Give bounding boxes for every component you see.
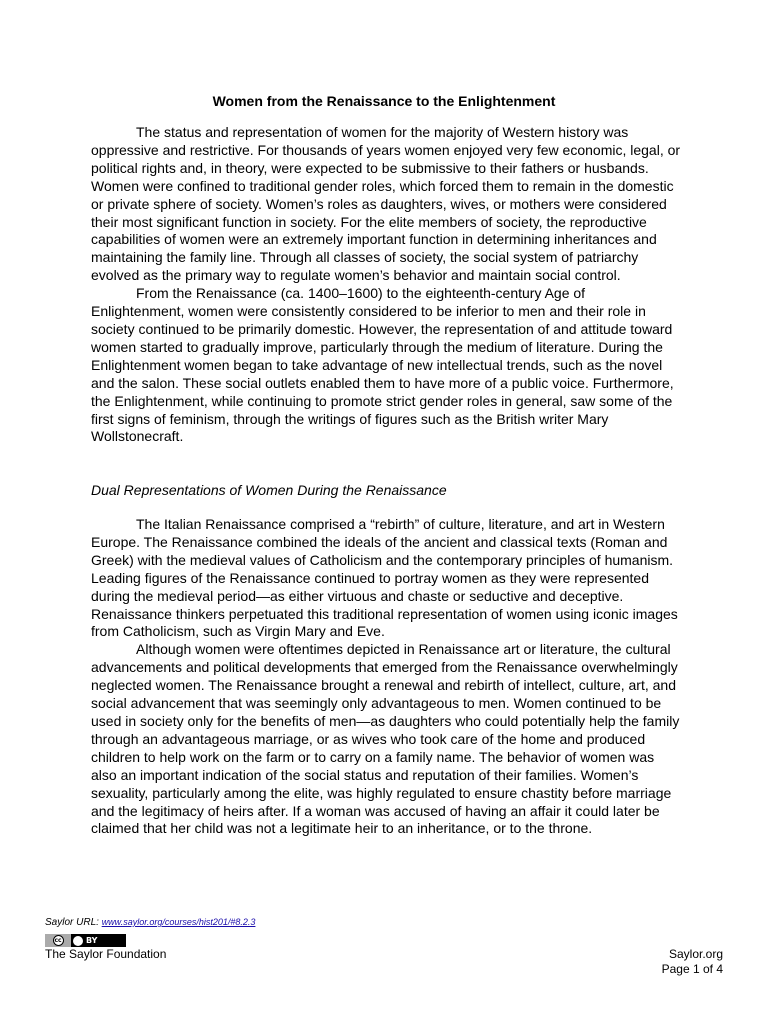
paragraph: The status and representation of women for the majority of Western history was oppressive and restrictive. For thousands of years women enjoyed very few economic, legal, or political rights and, in theory, were expected to be submissive to their fathers or husbands. Women were confined to traditional gender roles, which forced them to remain in the domestic or private sphere of society. Women’s roles as daughters, wives, or mothers were considered their most significant function in society. For the elite members of society, the reproductive capabilities of women were an extremely important function in determining inheritances and maintaining the family line. Through all classes of society, the social system of patriarchy evolved as the primary way to regulate women’s behavior and maintain social control. [91,124,681,284]
footer-url-line [45,916,255,929]
license-by-label: BY [86,936,98,945]
paragraph: Although women were oftentimes depicted in Renaissance art or literature, the cultural advancements and political developments that emerged from the Renaissance overwhelmingly neglected women. The Renaissance brought a renewal and rebirth of intellect, culture, art, and social advancement that was seemingly only advantageous to men. Women continued to be used in society only for the benefits of men—as daughters who could potentially help the family through an advantageous marriage, or as wives who took care of the home and produced children to help work on the farm or to carry on a family name. The behavior of women was also an important indication of the social status and reputation of their families. Women’s sexuality, particularly among the elite, was highly regulated to ensure chastity before marriage and the legitimacy of heirs after. If a woman was accused of having an affair it could later be claimed that her child was not a legitimate heir to an inheritance, or to the throne. [91,641,680,837]
saylor-url-link[interactable]: www.saylor.org/courses/hist201/#8.2.3 [101,917,256,927]
cc-icon: cc [45,934,71,947]
section-subheading: Dual Representations of Women During the Renaissance [91,482,447,498]
creative-commons-badge[interactable] [45,934,126,947]
paragraph: The Italian Renaissance comprised a “rebirth” of culture, literature, and art in Western Europe. The Renaissance combined the ideals of the ancient and classical texts (Roman and Greek) with the medieval values of Catholicism and the contemporary principles of humanism. Leading figures of the Renaissance continued to portray women as they were represented during the medieval period—as either virtuous and chaste or seductive and deceptive. Renaissance thinkers perpetuated this traditional representation of women using iconic images from Catholicism, such as Virgin Mary and Eve. [91,516,678,640]
footer-url-label: Saylor URL: [45,917,102,928]
document-title: Women from the Renaissance to the Enlightenment [212,93,556,109]
footer-right [662,947,723,977]
attribution-icon [73,936,83,946]
page-number: Page 1 of 4 [661,962,723,976]
section-renaissance [91,516,681,838]
footer-site: Saylor.org [668,947,723,961]
section-intro [91,124,681,446]
paragraph: From the Renaissance (ca. 1400–1600) to the eighteenth-century Age of Enlightenment, women were consistently considered to be inferior to men and their role in society continued to be primarily domestic. However, the representation of and attitude toward women started to gradually improve, particularly through the medium of literature. During the Enlightenment women began to take advantage of new intellectual trends, such as the novel and the salon. These social outlets enabled them to have more of a public voice. Furthermore, the Enlightenment, while continuing to promote strict gender roles in general, saw some of the first signs of feminism, through the writings of figures such as the British writer Mary Wollstonecraft. [91,285,674,445]
footer-foundation: The Saylor Foundation [45,947,167,961]
